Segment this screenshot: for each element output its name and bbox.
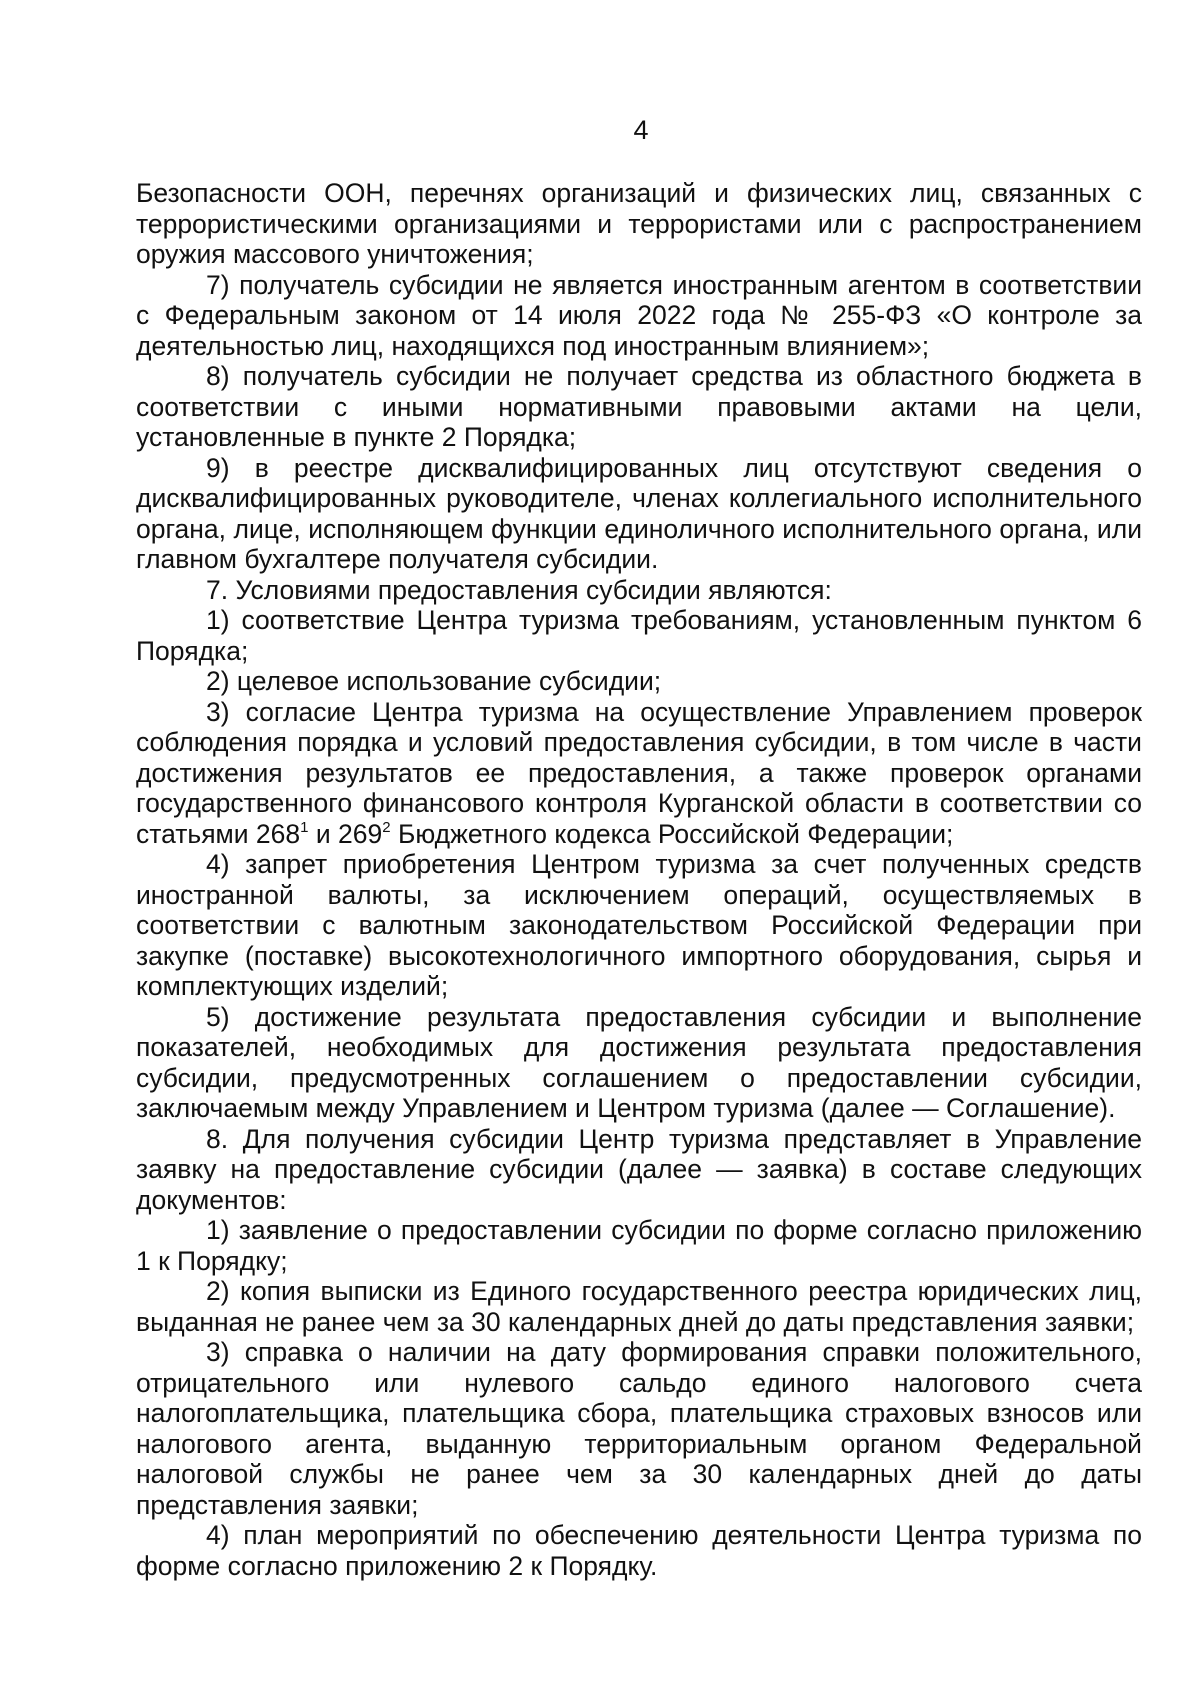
superscript-1: 1 — [300, 818, 309, 836]
paragraph-document-2: 2) копия выписки из Единого государственного реестра юридических лиц, выданная не ранее чем за 30 календарных дней до даты представления заявки; — [136, 1276, 1142, 1337]
paragraph-item-7-foreign-agent: 7) получатель субсидии не является иностранным агентом в соответствии с Федеральным законом от 14 июля 2022 года № 255-ФЗ «О контроле за деятельностью лиц, находящихся под иностранным влиянием»; — [136, 269, 1142, 361]
paragraph-item-8-regional-budget: 8) получатель субсидии не получает средства из областного бюджета в соответствии с иными нормативными правовыми актами на цели, установленные в пункте 2 Порядка; — [136, 361, 1142, 452]
paragraph-document-1: 1) заявление о предоставлении субсидии по форме согласно приложению 1 к Порядку; — [136, 1215, 1142, 1276]
document-body — [136, 178, 1142, 1581]
paragraph-condition-4: 4) запрет приобретения Центром туризма за счет полученных средств иностранной валюты, за исключением операций, осуществляемых в соответствии с валютным законодательством Российской Федерации при закупке (поставке) высокотехнологичного импортного оборудования, сырья и комплектующих изделий; — [136, 849, 1142, 1001]
paragraph-continuation: Безопасности ООН, перечнях организаций и физических лиц, связанных с террористическими организациями и террористами или с распространением оружия массового уничтожения; — [136, 178, 1142, 269]
condition-3-text-after: Бюджетного кодекса Российской Федерации; — [390, 818, 954, 849]
paragraph-condition-1: 1) соответствие Центра туризма требованиям, установленным пунктом 6 Порядка; — [136, 605, 1142, 666]
condition-3-text-before: 3) согласие Центра туризма на осуществление Управлением проверок соблюдения порядка и условий предоставления субсидии, в том числе в части достижения результатов ее предоставления, а также проверок органами государственного финансового контроля Курганской области в соответствии со статьями 268 — [136, 696, 1142, 849]
page-number: 4 — [633, 115, 649, 145]
paragraph-condition-5: 5) достижение результата предоставления субсидии и выполнение показателей, необходимых для достижения результата предоставления субсидии, предусмотренных соглашением о предоставлении субсидии, заключаемым между Управлением и Центром туризма (далее — Соглашение). — [136, 1001, 1142, 1123]
paragraph-item-9-disqualified-registry: 9) в реестре дисквалифицированных лиц отсутствуют сведения о дисквалифицированных руководителе, членах коллегиального исполнительного органа, лице, исполняющем функции единоличного исполнительного органа, или главном бухгалтере получателя субсидии. — [136, 452, 1142, 574]
condition-3-text-middle: и 269 — [308, 818, 383, 849]
paragraph-document-4: 4) план мероприятий по обеспечению деятельности Центра туризма по форме согласно приложению 2 к Порядку. — [136, 1520, 1142, 1581]
paragraph-condition-3 — [136, 697, 1142, 850]
paragraph-document-3: 3) справка о наличии на дату формирования справки положительного, отрицательного или нулевого сальдо единого налогового счета налогоплательщика, плательщика сбора, плательщика страховых взносов или налогового агента, выданную территориальным органом Федеральной налоговой службы не ранее чем за 30 календарных дней до даты представления заявки; — [136, 1337, 1142, 1520]
paragraph-section-7-heading: 7. Условиями предоставления субсидии являются: — [206, 574, 832, 605]
superscript-2: 2 — [382, 818, 391, 836]
paragraph-section-8-heading: 8. Для получения субсидии Центр туризма представляет в Управление заявку на предоставление субсидии (далее — заявка) в составе следующих документов: — [136, 1123, 1142, 1215]
paragraph-condition-2: 2) целевое использование субсидии; — [206, 666, 662, 696]
